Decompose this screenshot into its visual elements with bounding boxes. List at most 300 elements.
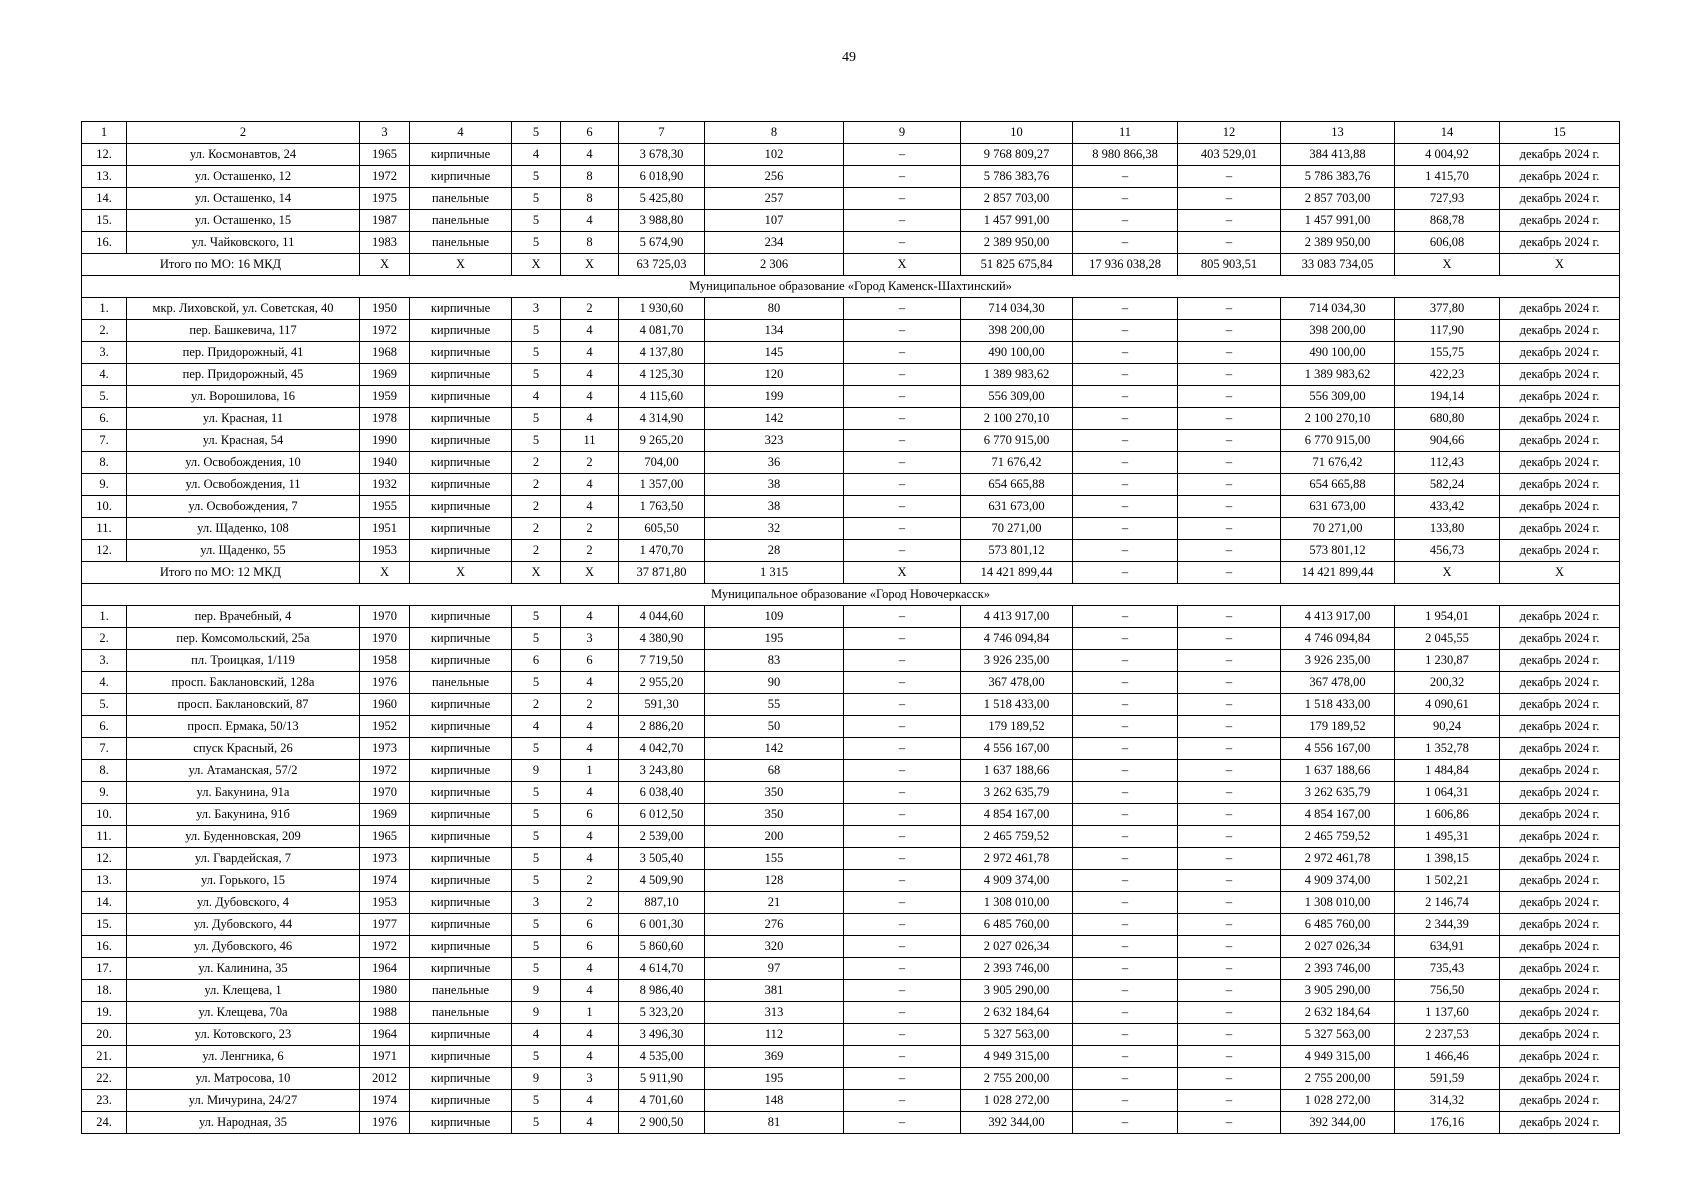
table-cell: 1977 xyxy=(360,914,410,936)
table-row xyxy=(82,496,1620,518)
table-cell: 2 465 759,52 xyxy=(1281,826,1395,848)
table-cell: 1972 xyxy=(360,320,410,342)
table-cell: 4 614,70 xyxy=(619,958,705,980)
table-cell: 3 262 635,79 xyxy=(961,782,1073,804)
table-cell: декабрь 2024 г. xyxy=(1500,210,1620,232)
table-cell: 145 xyxy=(705,342,844,364)
table-cell: 7. xyxy=(82,430,127,452)
table-cell: 2 632 184,64 xyxy=(1281,1002,1395,1024)
table-cell: 11 xyxy=(561,430,619,452)
table-cell: 1974 xyxy=(360,870,410,892)
table-cell: – xyxy=(1178,672,1281,694)
table-cell: 9 xyxy=(512,1068,561,1090)
table-cell: – xyxy=(844,1024,961,1046)
column-number-cell: 14 xyxy=(1395,122,1500,144)
table-cell: 24. xyxy=(82,1112,127,1134)
table-cell: 5 xyxy=(512,210,561,232)
table-cell: декабрь 2024 г. xyxy=(1500,848,1620,870)
table-row xyxy=(82,386,1620,408)
table-cell: 1 389 983,62 xyxy=(1281,364,1395,386)
table-cell: 680,80 xyxy=(1395,408,1500,430)
table-cell: 5 xyxy=(512,870,561,892)
table-cell: 2 027 026,34 xyxy=(961,936,1073,958)
table-cell: декабрь 2024 г. xyxy=(1500,1002,1620,1024)
column-number-cell: 6 xyxy=(561,122,619,144)
table-cell: 9. xyxy=(82,782,127,804)
table-cell: кирпичные xyxy=(410,804,512,826)
table-cell: 4 xyxy=(561,408,619,430)
total-cell: – xyxy=(1178,562,1281,584)
total-cell: X xyxy=(360,254,410,276)
page-number: 49 xyxy=(842,50,856,65)
total-cell: X xyxy=(561,254,619,276)
table-cell: декабрь 2024 г. xyxy=(1500,1068,1620,1090)
table-cell: декабрь 2024 г. xyxy=(1500,364,1620,386)
table-cell: 4 xyxy=(561,606,619,628)
table-cell: 148 xyxy=(705,1090,844,1112)
table-cell: 1953 xyxy=(360,540,410,562)
table-cell: 3 xyxy=(561,1068,619,1090)
table-cell: – xyxy=(1073,1112,1178,1134)
table-cell: 2 xyxy=(512,518,561,540)
table-cell: – xyxy=(1178,606,1281,628)
table-cell: – xyxy=(844,1112,961,1134)
table-row xyxy=(82,980,1620,1002)
table-cell: 1 518 433,00 xyxy=(961,694,1073,716)
table-row xyxy=(82,232,1620,254)
table-cell: 4 413 917,00 xyxy=(1281,606,1395,628)
table-cell: 50 xyxy=(705,716,844,738)
table-row xyxy=(82,1090,1620,1112)
table-cell: 4 xyxy=(561,320,619,342)
table-cell: 4 115,60 xyxy=(619,386,705,408)
table-cell: 2. xyxy=(82,628,127,650)
table-cell: 194,14 xyxy=(1395,386,1500,408)
table-cell: 5 xyxy=(512,782,561,804)
table-cell: 4 xyxy=(512,386,561,408)
table-cell: – xyxy=(1073,672,1178,694)
table-cell: 4 xyxy=(561,738,619,760)
table-cell: – xyxy=(1073,210,1178,232)
total-cell: 14 421 899,44 xyxy=(1281,562,1395,584)
table-cell: декабрь 2024 г. xyxy=(1500,804,1620,826)
address-cell: ул. Гвардейская, 7 xyxy=(127,848,360,870)
table-cell: 1950 xyxy=(360,298,410,320)
table-cell: 381 xyxy=(705,980,844,1002)
table-cell: кирпичные xyxy=(410,694,512,716)
table-cell: 735,43 xyxy=(1395,958,1500,980)
address-cell: пер. Комсомольский, 25а xyxy=(127,628,360,650)
section-title-row xyxy=(82,584,1620,606)
table-cell: – xyxy=(1073,936,1178,958)
address-cell: пер. Придорожный, 41 xyxy=(127,342,360,364)
table-cell: кирпичные xyxy=(410,650,512,672)
address-cell: ул. Дубовского, 44 xyxy=(127,914,360,936)
table-cell: 1 457 991,00 xyxy=(1281,210,1395,232)
table-cell: – xyxy=(1178,980,1281,1002)
table-cell: – xyxy=(1073,452,1178,474)
address-cell: ул. Калинина, 35 xyxy=(127,958,360,980)
table-cell: 23. xyxy=(82,1090,127,1112)
table-cell: 5 xyxy=(512,628,561,650)
address-cell: ул. Котовского, 23 xyxy=(127,1024,360,1046)
table-cell: 2 027 026,34 xyxy=(1281,936,1395,958)
table-cell: – xyxy=(1073,320,1178,342)
table-cell: кирпичные xyxy=(410,936,512,958)
table-row xyxy=(82,848,1620,870)
table-cell: 4 xyxy=(512,144,561,166)
table-cell: 4 xyxy=(561,386,619,408)
table-cell: 71 676,42 xyxy=(1281,452,1395,474)
table-cell: 4 xyxy=(561,364,619,386)
table-cell: 6 485 760,00 xyxy=(1281,914,1395,936)
table-cell: 1976 xyxy=(360,1112,410,1134)
table-cell: 1969 xyxy=(360,364,410,386)
table-cell: 142 xyxy=(705,408,844,430)
table-cell: – xyxy=(1178,738,1281,760)
table-cell: – xyxy=(844,628,961,650)
table-cell: 5 xyxy=(512,958,561,980)
table-cell: 133,80 xyxy=(1395,518,1500,540)
table-cell: 14. xyxy=(82,188,127,210)
table-cell: кирпичные xyxy=(410,144,512,166)
table-cell: 200 xyxy=(705,826,844,848)
table-cell: декабрь 2024 г. xyxy=(1500,650,1620,672)
column-number-cell: 11 xyxy=(1073,122,1178,144)
table-cell: 117,90 xyxy=(1395,320,1500,342)
table-cell: 15. xyxy=(82,210,127,232)
column-number-cell: 9 xyxy=(844,122,961,144)
table-cell: 582,24 xyxy=(1395,474,1500,496)
table-row xyxy=(82,716,1620,738)
table-cell: кирпичные xyxy=(410,496,512,518)
table-cell: – xyxy=(1073,1002,1178,1024)
table-cell: 38 xyxy=(705,474,844,496)
table-cell: 4 xyxy=(561,1112,619,1134)
table-cell: – xyxy=(1178,958,1281,980)
table-cell: 704,00 xyxy=(619,452,705,474)
table-cell: 6 xyxy=(561,650,619,672)
table-cell: 4 xyxy=(561,1090,619,1112)
address-cell: ул. Бакунина, 91б xyxy=(127,804,360,826)
table-cell: – xyxy=(844,1002,961,1024)
total-cell: X xyxy=(360,562,410,584)
table-cell: 2. xyxy=(82,320,127,342)
table-cell: 2 xyxy=(512,694,561,716)
address-cell: ул. Клещева, 70а xyxy=(127,1002,360,1024)
table-cell: декабрь 2024 г. xyxy=(1500,166,1620,188)
table-cell: 4 xyxy=(561,782,619,804)
table-cell: – xyxy=(1178,232,1281,254)
table-cell: 5 xyxy=(512,914,561,936)
table-cell: 591,30 xyxy=(619,694,705,716)
column-number-cell: 10 xyxy=(961,122,1073,144)
table-cell: 1 484,84 xyxy=(1395,760,1500,782)
table-cell: 2 972 461,78 xyxy=(1281,848,1395,870)
table-cell: 134 xyxy=(705,320,844,342)
table-cell: 6 xyxy=(561,914,619,936)
table-cell: 2 xyxy=(561,298,619,320)
table-cell: 2 xyxy=(561,518,619,540)
table-cell: 16. xyxy=(82,232,127,254)
table-cell: 4 090,61 xyxy=(1395,694,1500,716)
table-cell: 4 314,90 xyxy=(619,408,705,430)
table-cell: 2 389 950,00 xyxy=(961,232,1073,254)
table-cell: 8 xyxy=(561,232,619,254)
table-cell: 15. xyxy=(82,914,127,936)
table-cell: 6. xyxy=(82,408,127,430)
table-cell: панельные xyxy=(410,1002,512,1024)
table-cell: – xyxy=(1178,430,1281,452)
table-cell: 8 xyxy=(561,188,619,210)
table-cell: 2 900,50 xyxy=(619,1112,705,1134)
table-cell: 4 509,90 xyxy=(619,870,705,892)
table-cell: 109 xyxy=(705,606,844,628)
table-cell: кирпичные xyxy=(410,408,512,430)
table-cell: – xyxy=(844,144,961,166)
table-cell: 5 xyxy=(512,804,561,826)
table-cell: кирпичные xyxy=(410,342,512,364)
table-cell: – xyxy=(1178,364,1281,386)
total-row xyxy=(82,254,1620,276)
table-cell: 7 719,50 xyxy=(619,650,705,672)
table-cell: 2 xyxy=(561,694,619,716)
table-cell: 179 189,52 xyxy=(1281,716,1395,738)
table-cell: 1973 xyxy=(360,738,410,760)
column-number-cell: 7 xyxy=(619,122,705,144)
table-body xyxy=(82,122,1620,1134)
table-cell: 112,43 xyxy=(1395,452,1500,474)
table-cell: 3. xyxy=(82,650,127,672)
table-row xyxy=(82,430,1620,452)
table-cell: декабрь 2024 г. xyxy=(1500,1046,1620,1068)
table-cell: 2 393 746,00 xyxy=(961,958,1073,980)
table-cell: 384 413,88 xyxy=(1281,144,1395,166)
table-cell: панельные xyxy=(410,188,512,210)
table-cell: 2 344,39 xyxy=(1395,914,1500,936)
address-cell: спуск Красный, 26 xyxy=(127,738,360,760)
table-cell: – xyxy=(844,474,961,496)
table-cell: 3. xyxy=(82,342,127,364)
table-cell: 2 xyxy=(561,892,619,914)
table-cell: – xyxy=(1178,914,1281,936)
table-cell: 2 xyxy=(512,474,561,496)
table-cell: 18. xyxy=(82,980,127,1002)
table-cell: декабрь 2024 г. xyxy=(1500,188,1620,210)
table-cell: кирпичные xyxy=(410,826,512,848)
table-cell: декабрь 2024 г. xyxy=(1500,1024,1620,1046)
table-cell: 377,80 xyxy=(1395,298,1500,320)
table-cell: 4 137,80 xyxy=(619,342,705,364)
table-cell: 4 909 374,00 xyxy=(1281,870,1395,892)
table-cell: 5 674,90 xyxy=(619,232,705,254)
table-cell: кирпичные xyxy=(410,892,512,914)
table-cell: 38 xyxy=(705,496,844,518)
table-cell: – xyxy=(1178,936,1281,958)
table-cell: – xyxy=(1178,694,1281,716)
table-cell: 1964 xyxy=(360,1024,410,1046)
address-cell: ул. Красная, 11 xyxy=(127,408,360,430)
address-cell: ул. Осташенко, 12 xyxy=(127,166,360,188)
table-cell: кирпичные xyxy=(410,914,512,936)
table-cell: 2 632 184,64 xyxy=(961,1002,1073,1024)
table-cell: – xyxy=(1073,386,1178,408)
table-cell: 4 081,70 xyxy=(619,320,705,342)
table-cell: 3 678,30 xyxy=(619,144,705,166)
table-cell: 392 344,00 xyxy=(1281,1112,1395,1134)
table-cell: 5 xyxy=(512,430,561,452)
table-cell: 5 xyxy=(512,320,561,342)
table-cell: декабрь 2024 г. xyxy=(1500,694,1620,716)
table-row xyxy=(82,606,1620,628)
table-cell: кирпичные xyxy=(410,738,512,760)
table-cell: 9 768 809,27 xyxy=(961,144,1073,166)
table-cell: – xyxy=(844,760,961,782)
table-cell: 1 398,15 xyxy=(1395,848,1500,870)
table-cell: – xyxy=(1073,804,1178,826)
table-cell: декабрь 2024 г. xyxy=(1500,408,1620,430)
table-cell: 5 327 563,00 xyxy=(1281,1024,1395,1046)
table-cell: декабрь 2024 г. xyxy=(1500,628,1620,650)
table-cell: 4 909 374,00 xyxy=(961,870,1073,892)
table-cell: кирпичные xyxy=(410,474,512,496)
table-cell: 1969 xyxy=(360,804,410,826)
address-cell: ул. Щаденко, 108 xyxy=(127,518,360,540)
table-cell: кирпичные xyxy=(410,848,512,870)
total-cell: X xyxy=(512,562,561,584)
table-cell: 887,10 xyxy=(619,892,705,914)
column-number-cell: 2 xyxy=(127,122,360,144)
table-cell: 1970 xyxy=(360,606,410,628)
table-cell: 5 327 563,00 xyxy=(961,1024,1073,1046)
table-cell: 1 028 272,00 xyxy=(961,1090,1073,1112)
table-cell: 1 xyxy=(561,1002,619,1024)
table-cell: кирпичные xyxy=(410,870,512,892)
table-cell: 1 763,50 xyxy=(619,496,705,518)
table-cell: 13. xyxy=(82,870,127,892)
table-cell: 12. xyxy=(82,848,127,870)
table-cell: 4 xyxy=(561,958,619,980)
table-row xyxy=(82,474,1620,496)
table-cell: – xyxy=(844,452,961,474)
table-cell: 4 556 167,00 xyxy=(961,738,1073,760)
table-row xyxy=(82,518,1620,540)
table-cell: – xyxy=(1178,320,1281,342)
table-cell: 1 954,01 xyxy=(1395,606,1500,628)
address-cell: ул. Космонавтов, 24 xyxy=(127,144,360,166)
table-cell: панельные xyxy=(410,232,512,254)
table-cell: декабрь 2024 г. xyxy=(1500,958,1620,980)
table-cell: 6 018,90 xyxy=(619,166,705,188)
table-cell: 13. xyxy=(82,166,127,188)
table-cell: – xyxy=(1178,1112,1281,1134)
table-cell: – xyxy=(1073,870,1178,892)
table-cell: – xyxy=(1178,848,1281,870)
table-cell: – xyxy=(844,540,961,562)
table-cell: 176,16 xyxy=(1395,1112,1500,1134)
table-cell: 6. xyxy=(82,716,127,738)
table-cell: 195 xyxy=(705,628,844,650)
table-cell: 5 860,60 xyxy=(619,936,705,958)
table-cell: 1 308 010,00 xyxy=(961,892,1073,914)
table-cell: панельные xyxy=(410,672,512,694)
table-cell: 4. xyxy=(82,364,127,386)
table-cell: 256 xyxy=(705,166,844,188)
table-cell: 398 200,00 xyxy=(961,320,1073,342)
table-cell: 392 344,00 xyxy=(961,1112,1073,1134)
table-cell: 1 357,00 xyxy=(619,474,705,496)
table-cell: 2 237,53 xyxy=(1395,1024,1500,1046)
table-cell: – xyxy=(1178,892,1281,914)
table-cell: – xyxy=(844,914,961,936)
table-cell: 2 xyxy=(561,870,619,892)
table-cell: – xyxy=(1178,188,1281,210)
column-number-cell: 3 xyxy=(360,122,410,144)
table-row xyxy=(82,738,1620,760)
table-cell: кирпичные xyxy=(410,716,512,738)
address-cell: ул. Красная, 54 xyxy=(127,430,360,452)
table-cell: 5 xyxy=(512,738,561,760)
total-label: Итого по МО: 12 МКД xyxy=(82,562,360,584)
table-cell: 5 xyxy=(512,1112,561,1134)
table-cell: – xyxy=(1073,694,1178,716)
table-cell: – xyxy=(844,1046,961,1068)
table-cell: 6 001,30 xyxy=(619,914,705,936)
table-cell: 2 xyxy=(512,496,561,518)
table-cell: 2 857 703,00 xyxy=(1281,188,1395,210)
table-cell: 403 529,01 xyxy=(1178,144,1281,166)
table-cell: 3 xyxy=(561,628,619,650)
table-cell: кирпичные xyxy=(410,540,512,562)
table-cell: декабрь 2024 г. xyxy=(1500,496,1620,518)
table-cell: 654 665,88 xyxy=(961,474,1073,496)
table-row xyxy=(82,870,1620,892)
table-cell: 1972 xyxy=(360,166,410,188)
table-cell: 1965 xyxy=(360,144,410,166)
total-cell: 51 825 675,84 xyxy=(961,254,1073,276)
table-row xyxy=(82,958,1620,980)
address-cell: мкр. Лиховской, ул. Советская, 40 xyxy=(127,298,360,320)
table-cell: 4 xyxy=(561,672,619,694)
table-cell: 16. xyxy=(82,936,127,958)
table-cell: 1971 xyxy=(360,1046,410,1068)
table-cell: – xyxy=(1073,496,1178,518)
address-cell: ул. Матросова, 10 xyxy=(127,1068,360,1090)
table-cell: – xyxy=(844,166,961,188)
table-cell: 1. xyxy=(82,298,127,320)
table-cell: 4 949 315,00 xyxy=(961,1046,1073,1068)
table-cell: 1953 xyxy=(360,892,410,914)
table-row xyxy=(82,650,1620,672)
table-cell: – xyxy=(1073,364,1178,386)
table-cell: 1. xyxy=(82,606,127,628)
table-cell: – xyxy=(1073,716,1178,738)
table-cell: панельные xyxy=(410,210,512,232)
table-cell: 367 478,00 xyxy=(1281,672,1395,694)
table-cell: декабрь 2024 г. xyxy=(1500,716,1620,738)
address-cell: ул. Ворошилова, 16 xyxy=(127,386,360,408)
table-cell: – xyxy=(1178,870,1281,892)
table-cell: 634,91 xyxy=(1395,936,1500,958)
table-cell: 5 xyxy=(512,606,561,628)
table-cell: кирпичные xyxy=(410,1046,512,1068)
table-cell: 714 034,30 xyxy=(961,298,1073,320)
table-row xyxy=(82,298,1620,320)
table-cell: 4 949 315,00 xyxy=(1281,1046,1395,1068)
total-cell: 1 315 xyxy=(705,562,844,584)
table-cell: 2 100 270,10 xyxy=(1281,408,1395,430)
table-cell: 9 xyxy=(512,980,561,1002)
